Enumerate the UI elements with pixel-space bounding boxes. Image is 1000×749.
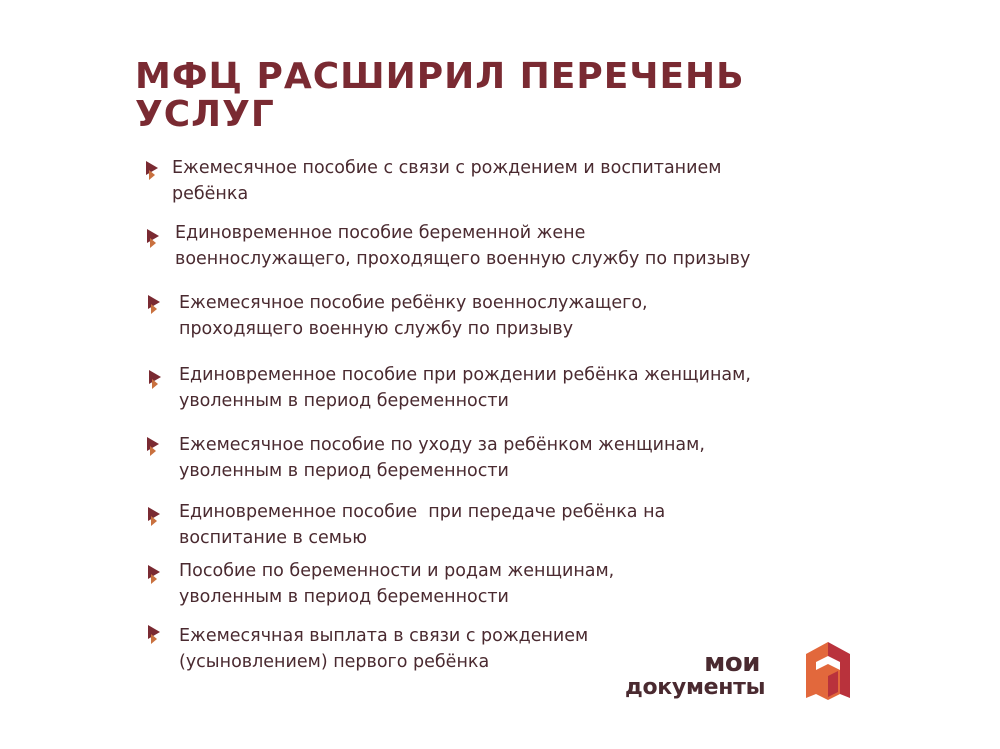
triangle-bullet-icon: [146, 161, 158, 175]
list-item-text: Единовременное пособие беременной жене военнослужащего, проходящего военную службу по призыву: [175, 223, 751, 269]
list-item-text: Ежемесячное пособие ребёнку военнослужащего, проходящего военную службу по призыву: [179, 293, 648, 339]
moi-dokumenty-logo: [620, 636, 860, 706]
triangle-bullet-icon: [147, 437, 159, 451]
triangle-bullet-icon: [149, 370, 161, 384]
list-item-text: Ежемесячное пособие по уходу за ребёнком женщинам, уволенным в период беременности: [179, 435, 705, 481]
list-item-text: Пособие по беременности и родам женщинам, уволенным в период беременности: [179, 561, 615, 607]
triangle-bullet-icon: [148, 295, 160, 309]
list-item-text: Ежемесячная выплата в связи с рождением (усыновлением) первого ребёнка: [179, 626, 589, 672]
title-line-2: УСЛУГ: [135, 94, 275, 135]
triangle-bullet-icon: [147, 229, 159, 243]
triangle-bullet-icon: [148, 507, 160, 521]
moi-dokumenty-logo-icon: [798, 636, 858, 706]
list-item-text: Единовременное пособие при передаче ребёнка на воспитание в семью: [179, 502, 666, 548]
logo-word-bottom: документы: [625, 675, 766, 700]
triangle-bullet-icon: [148, 565, 160, 579]
triangle-bullet-icon: [148, 625, 160, 639]
title-line-1: МФЦ РАСШИРИЛ ПЕРЕЧЕНЬ: [135, 56, 745, 97]
list-item-text: Единовременное пособие при рождении ребёнка женщинам, уволенным в период беременности: [179, 365, 751, 411]
logo-word-top: мои: [704, 648, 760, 678]
list-item-text: Ежемесячное пособие с связи с рождением и воспитанием ребёнка: [172, 158, 722, 204]
